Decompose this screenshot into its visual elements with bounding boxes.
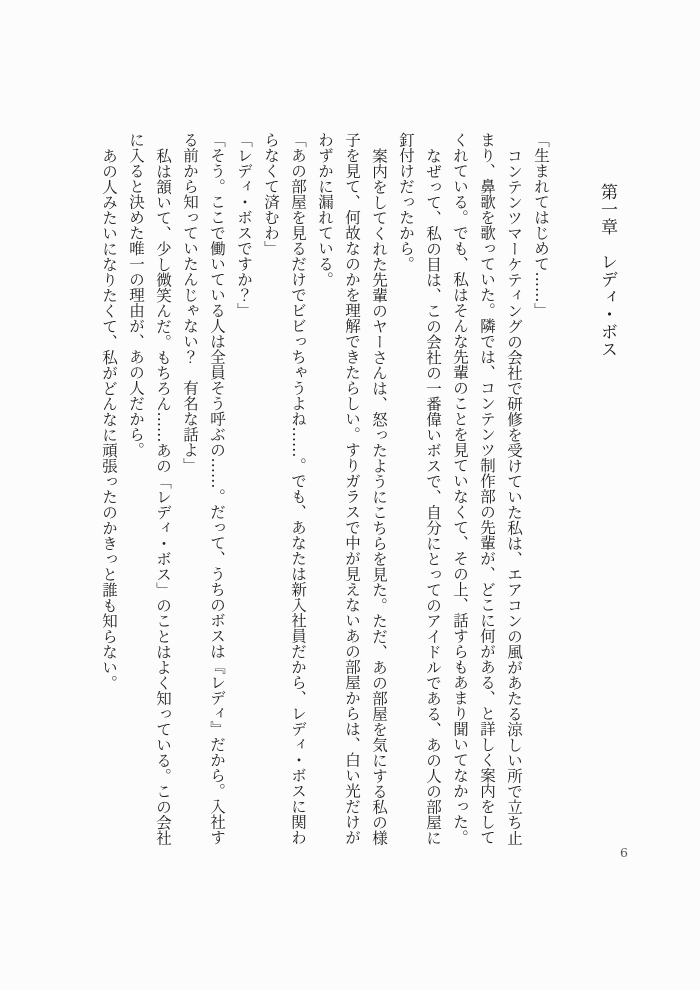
paragraph: なぜって、私の目は、この会社の一番偉いボスで、自分にとってのアイドルである、あの人の部屋に釘付けだったから。 — [397, 132, 442, 845]
paragraph: コンテンツマーケティングの会社で研修を受けていた私は、エアコンの風があたる涼しい所で立ち止まり、鼻歌を歌っていた。隣では、コンテンツ制作部の先輩が、どこに何がある、と詳しく案内をしてくれている。でも、私はそんな先輩のことを見ていなくて、その上、話すらもあまり聞いてなかった。 — [451, 132, 523, 845]
paragraph: 私は頷いて、少し微笑んだ。もちろん……あの「レディ・ボス」のことはよく知っている。この会社に入ると決めた唯一の理由が、あの人だから。 — [127, 132, 172, 845]
paragraph: 案内をしてくれた先輩のヤーさんは、怒ったようにこちらを見た。ただ、あの部屋を気にする私の様子を見て、何故なのかを理解できたらしい。すりガラスで中が見えないあの部屋からは、白い光だけがわずかに漏れている。 — [316, 132, 388, 845]
page-number: 6 — [620, 845, 629, 860]
paragraph-dialogue: 「レディ・ボスですか？」 — [235, 132, 253, 318]
body-text — [90, 132, 554, 846]
paragraph-dialogue: 「そう。ここで働いている人は全員そう呼ぶの……。だって、うちのボスは『レディ』だから。入社する前から知っていたんじゃない？ 有名な話よ」 — [181, 132, 226, 845]
paragraph-dialogue: 「生まれてはじめて……」 — [532, 132, 550, 318]
chapter-title: 第一章 レディ・ボス — [597, 183, 617, 358]
paragraph: あの人みたいになりたくて、私がどんなに頑張ったのかきっと誰も知らない。 — [100, 147, 118, 690]
paragraph-dialogue: 「あの部屋を見るだけでビビっちゃうよね……。でも、あなたは新入社員だから、レディ・ボスに関わらなくて済むわ」 — [262, 132, 307, 845]
